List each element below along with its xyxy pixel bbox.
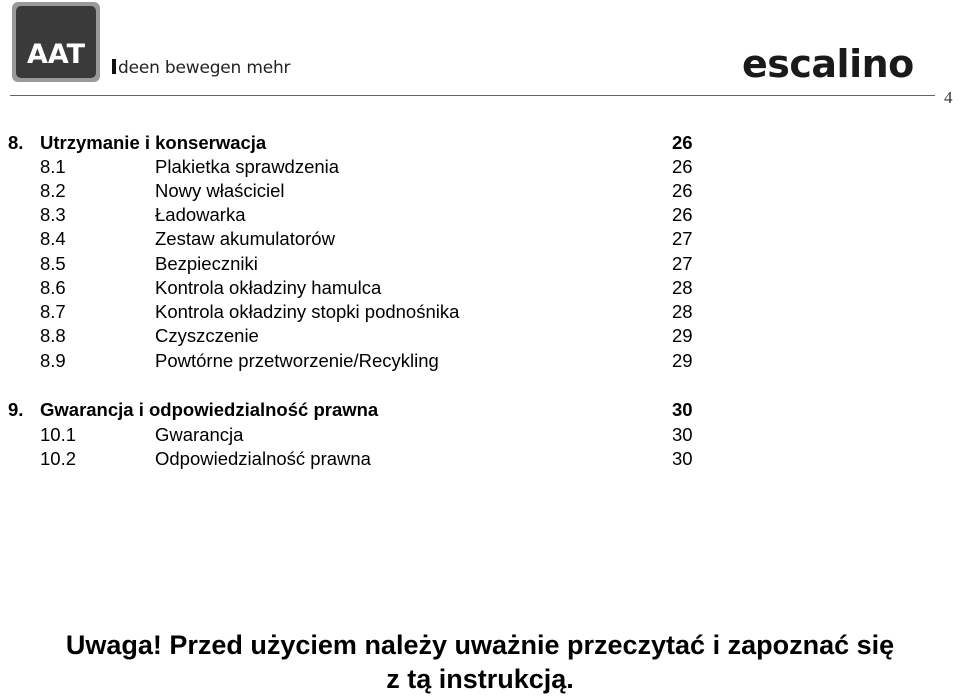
toc-number: 8.9 <box>40 350 66 371</box>
toc-number: 8. <box>8 132 24 153</box>
tagline <box>112 58 290 78</box>
toc-page: 28 <box>672 301 693 322</box>
header-divider <box>10 95 935 96</box>
toc-page: 30 <box>672 424 693 445</box>
toc-title: Utrzymanie i konserwacja <box>40 132 267 153</box>
toc-page: 29 <box>672 350 693 371</box>
toc-title: Zestaw akumulatorów <box>155 228 335 249</box>
toc-page: 28 <box>672 277 693 298</box>
toc-page: 26 <box>672 180 693 201</box>
toc-number: 10.1 <box>40 424 77 445</box>
tagline-bar <box>112 59 116 74</box>
toc-page: 30 <box>672 448 693 469</box>
toc-title: Ładowarka <box>155 204 246 225</box>
toc-number: 10.2 <box>40 448 77 469</box>
toc-number: 8.3 <box>40 204 66 225</box>
toc-number: 8.4 <box>40 228 66 249</box>
toc-page: 26 <box>672 132 693 153</box>
aat-logo-text: AAT <box>26 39 86 70</box>
toc-title: Bezpieczniki <box>155 253 258 274</box>
toc-page: 27 <box>672 253 693 274</box>
warning-notice <box>0 628 960 696</box>
toc-page: 30 <box>672 399 693 420</box>
toc-title: Gwarancja i odpowiedzialność prawna <box>40 399 379 420</box>
toc-title: Plakietka sprawdzenia <box>155 156 340 177</box>
toc-page: 29 <box>672 325 693 346</box>
toc-page: 26 <box>672 156 693 177</box>
toc-title: Odpowiedzialność prawna <box>155 448 371 469</box>
toc-number: 8.7 <box>40 301 66 322</box>
toc-page: 26 <box>672 204 693 225</box>
toc-number: 9. <box>8 399 24 420</box>
escalino-logo: escalino <box>742 42 914 86</box>
toc-number: 8.2 <box>40 180 66 201</box>
toc-title: Czyszczenie <box>155 325 259 346</box>
toc-title: Kontrola okładziny hamulca <box>155 277 382 298</box>
aat-logo <box>12 2 100 82</box>
toc-number: 8.8 <box>40 325 66 346</box>
toc-title: Gwarancja <box>155 424 244 445</box>
tagline-text: deen bewegen mehr <box>118 58 291 78</box>
toc-number: 8.5 <box>40 253 66 274</box>
warning-line-2: z tą instrukcją. <box>386 664 574 694</box>
toc-page: 27 <box>672 228 693 249</box>
toc-title: Nowy właściciel <box>155 180 285 201</box>
toc-number: 8.1 <box>40 156 66 177</box>
toc-title: Kontrola okładziny stopki podnośnika <box>155 301 460 322</box>
toc-number: 8.6 <box>40 277 66 298</box>
warning-line-1: Uwaga! Przed użyciem należy uważnie przeczytać i zapoznać się <box>65 630 895 660</box>
page-number: 4 <box>944 88 953 107</box>
toc-title: Powtórne przetworzenie/Recykling <box>155 350 439 371</box>
